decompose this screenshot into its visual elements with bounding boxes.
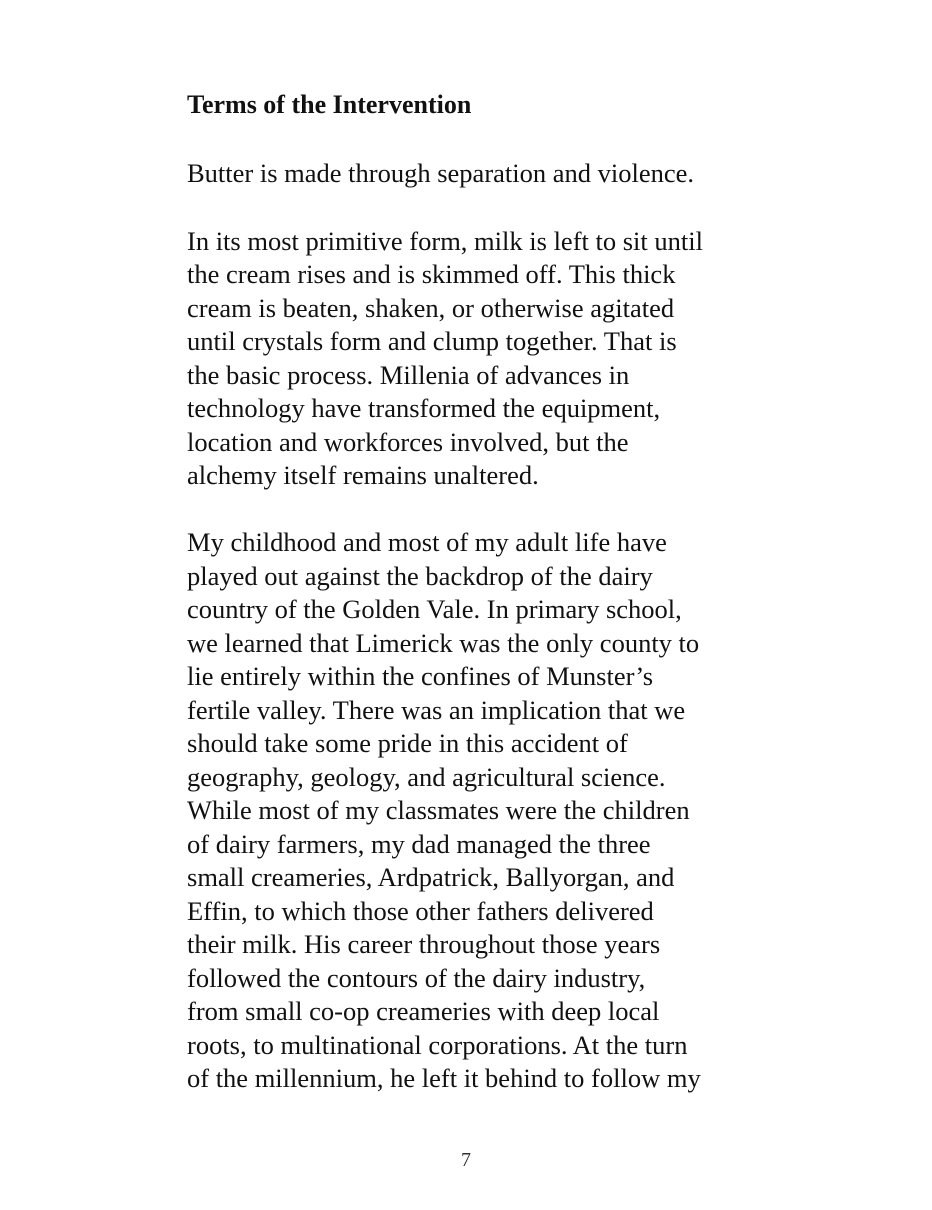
paragraph-2-line-6: technology have transformed the equipment,: [187, 393, 661, 423]
paragraph-3-line-3: country of the Golden Vale. In primary school,: [187, 594, 682, 624]
page-number: 7: [461, 1149, 471, 1171]
paragraph-1-line-1: Butter is made through separation and violence.: [187, 158, 695, 188]
paragraph-3-line-17: of the millennium, he left it behind to follow my: [187, 1063, 701, 1093]
paragraph-3-line-10: of dairy farmers, my dad managed the three: [187, 829, 651, 859]
paragraph-3-line-16: roots, to multinational corporations. At the turn: [187, 1030, 688, 1060]
paragraph-2-line-1: In its most primitive form, milk is left to sit until: [187, 226, 703, 256]
paragraph-3-line-13: their milk. His career throughout those years: [187, 929, 661, 959]
paragraph-2-line-2: the cream rises and is skimmed off. This thick: [187, 259, 676, 289]
paragraph-2-line-8: alchemy itself remains unaltered.: [187, 460, 539, 490]
paragraph-3-line-8: geography, geology, and agricultural science.: [187, 762, 666, 792]
paragraph-2-line-3: cream is beaten, shaken, or otherwise agitated: [187, 293, 675, 323]
paragraph-3-line-12: Effin, to which those other fathers delivered: [187, 896, 654, 926]
paragraph-3-line-1: My childhood and most of my adult life have: [187, 527, 667, 557]
paragraph-3-line-2: played out against the backdrop of the dairy: [187, 561, 653, 591]
paragraph-3-line-15: from small co-op creameries with deep local: [187, 996, 660, 1026]
paragraph-2-line-5: the basic process. Millenia of advances in: [187, 360, 630, 390]
paragraph-3-line-11: small creameries, Ardpatrick, Ballyorgan, and: [187, 862, 675, 892]
paragraph-3-line-14: followed the contours of the dairy industry,: [187, 963, 646, 993]
paragraph-3-line-5: lie entirely within the confines of Munster’s: [187, 661, 654, 691]
paragraph-3-line-4: we learned that Limerick was the only county to: [187, 628, 700, 658]
paragraph-2-line-4: until crystals form and clump together. That is: [187, 326, 677, 356]
paragraph-3-line-9: While most of my classmates were the children: [187, 795, 690, 825]
section-heading: Terms of the Intervention: [187, 90, 472, 119]
paragraph-3-line-7: should take some pride in this accident of: [187, 728, 628, 758]
paragraph-2-line-7: location and workforces involved, but the: [187, 427, 629, 457]
paragraph-3-line-6: fertile valley. There was an implication that we: [187, 695, 686, 725]
